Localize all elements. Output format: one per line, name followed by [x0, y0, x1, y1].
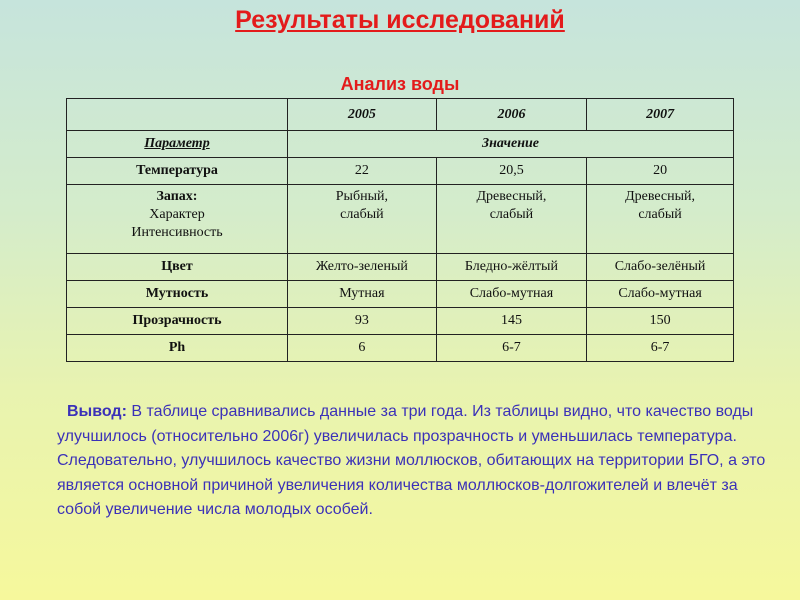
- table-row: [67, 281, 734, 308]
- year-cell: 2006: [436, 99, 586, 131]
- param-cell: Мутность: [67, 281, 288, 308]
- value-cell: 150: [587, 308, 734, 335]
- table-row: [67, 254, 734, 281]
- column-header-row: [67, 131, 734, 158]
- value-cell: [587, 185, 734, 254]
- table-row: [67, 158, 734, 185]
- value-cell: 93: [288, 308, 437, 335]
- table-row: [67, 185, 734, 254]
- value-cell: Желто-зеленый: [288, 254, 437, 281]
- param-label: Запах:: [156, 189, 198, 204]
- param-header-label: Параметр: [144, 136, 210, 151]
- value-cell: 6-7: [436, 335, 586, 362]
- year-cell: 2005: [288, 99, 437, 131]
- param-cell: Температура: [67, 158, 288, 185]
- value-line: слабый: [489, 207, 534, 222]
- water-analysis-table: [66, 98, 734, 362]
- value-cell: [288, 185, 437, 254]
- value-cell: 145: [436, 308, 586, 335]
- value-line: слабый: [340, 207, 384, 222]
- value-header: Значение: [288, 131, 734, 158]
- value-cell: 22: [288, 158, 437, 185]
- value-line: Древесный,: [476, 189, 547, 204]
- page-title: Результаты исследований: [235, 6, 565, 34]
- value-cell: 6-7: [587, 335, 734, 362]
- table-row: [67, 335, 734, 362]
- param-header: [67, 131, 288, 158]
- value-line: Древесный,: [625, 189, 696, 204]
- table-row: [67, 308, 734, 335]
- value-cell: 6: [288, 335, 437, 362]
- value-cell: Слабо-мутная: [587, 281, 734, 308]
- param-sub-label: Интенсивность: [131, 225, 223, 240]
- value-cell: Мутная: [288, 281, 437, 308]
- value-cell: 20,5: [436, 158, 586, 185]
- year-header-row: [67, 99, 734, 131]
- param-cell: Цвет: [67, 254, 288, 281]
- value-cell: Бледно-жёлтый: [436, 254, 586, 281]
- param-cell: Прозрачность: [67, 308, 288, 335]
- table-title: Анализ воды: [340, 74, 460, 94]
- value-cell: Слабо-мутная: [436, 281, 586, 308]
- value-cell: Слабо-зелёный: [587, 254, 734, 281]
- param-sub-label: Характер: [149, 207, 205, 222]
- param-cell: Ph: [67, 335, 288, 362]
- year-cell: 2007: [587, 99, 734, 131]
- conclusion-paragraph: [57, 400, 777, 523]
- conclusion-text: В таблице сравнивались данные за три года. Из таблицы видно, что качество воды улучшилось (относительно 2006г) увеличилась прозрачность и уменьшилась температура. Следовательно, улучшилось качество жизни моллюсков, обитающих на территории БГО, а это является основной причиной увеличения количества моллюсков-долгожителей и влечёт за собой увеличение числа молодых особей.: [57, 403, 766, 518]
- value-line: слабый: [638, 207, 682, 222]
- param-cell: [67, 185, 288, 254]
- empty-header-cell: [67, 99, 288, 131]
- value-cell: 20: [587, 158, 734, 185]
- value-cell: [436, 185, 586, 254]
- conclusion-label: Вывод:: [67, 403, 127, 420]
- value-line: Рыбный,: [335, 189, 388, 204]
